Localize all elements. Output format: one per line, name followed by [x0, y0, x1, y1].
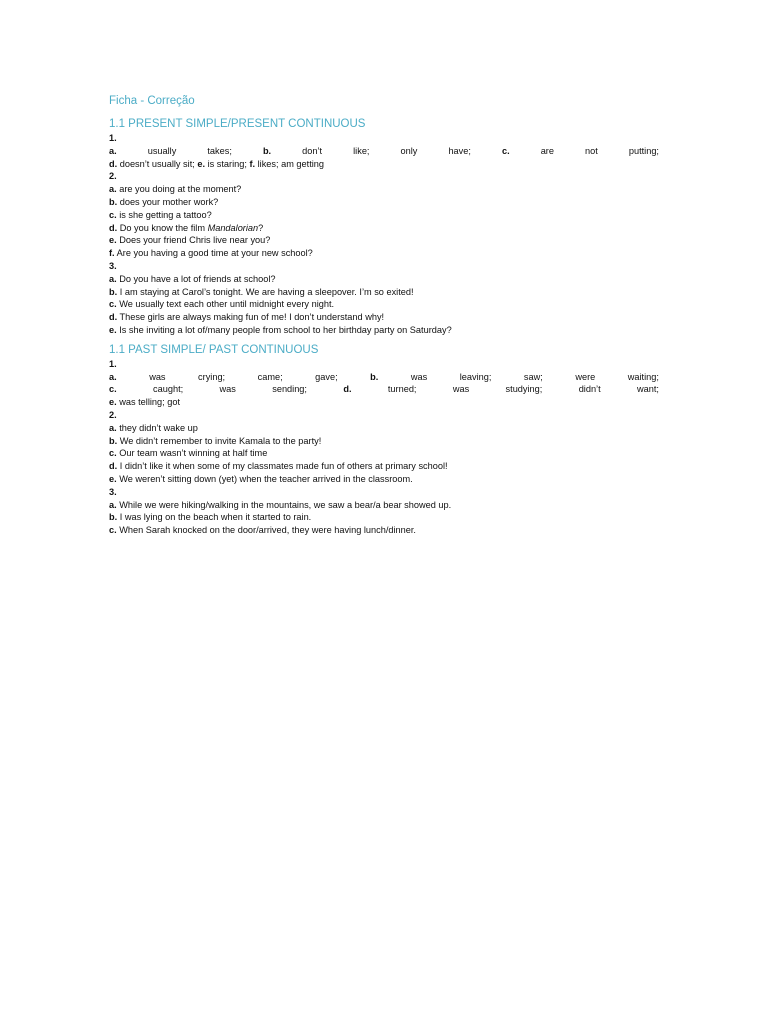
answer-line [109, 473, 659, 486]
answer-line [109, 324, 659, 337]
answer-label: b. [109, 196, 118, 207]
answer-word: only [400, 145, 418, 156]
answer-label: a. [109, 145, 117, 156]
exercise-number: 1. [109, 133, 117, 143]
answer-word: were [575, 371, 596, 382]
answer-label: d. [109, 312, 118, 323]
answer-line-justified [109, 383, 659, 396]
answer-line [109, 524, 659, 537]
answer-text: We usually text each other until midnight every night. [116, 299, 335, 310]
answer-text: doesn’t usually sit; [117, 158, 198, 169]
answer-label: f. [109, 248, 115, 259]
answer-text: I am staying at Carol’s tonight. We are having a sleepover. I’m so exited! [117, 286, 414, 297]
answer-text: does your mother work? [117, 196, 219, 207]
answer-label: c. [109, 384, 117, 395]
exercise-number: 1. [109, 358, 117, 369]
answer-line [109, 460, 659, 473]
exercise-number: 3. [109, 260, 117, 271]
answer-text: We weren’t sitting down (yet) when the teacher arrived in the classroom. [116, 473, 413, 484]
answer-word: have; [448, 145, 471, 156]
answer-label: b. [109, 512, 118, 523]
exercise-number: 3. [109, 486, 117, 497]
answer-text: is she getting a tattoo? [116, 209, 212, 220]
exercise-number: 2. [109, 409, 117, 420]
answer-label: c. [501, 145, 510, 156]
answer-text: Do you know the film [117, 222, 208, 233]
answer-label: e. [109, 324, 117, 335]
answer-word: waiting; [627, 371, 659, 382]
answer-word: was [219, 384, 236, 395]
answer-line [109, 396, 659, 409]
answer-line [109, 435, 659, 448]
answer-label: c. [109, 299, 117, 310]
answer-word: like; [353, 145, 370, 156]
exercise-number: 2. [109, 171, 117, 182]
answer-label: e. [197, 158, 206, 169]
answer-line [109, 511, 659, 524]
answer-line [109, 234, 659, 247]
answer-line [109, 422, 659, 435]
answer-label: d. [109, 158, 118, 169]
answer-line [109, 196, 659, 209]
answer-label: e. [109, 397, 117, 408]
answer-label: b. [262, 145, 272, 156]
answer-word: didn’t [578, 384, 601, 395]
answer-word: came; [257, 371, 283, 382]
answer-word: sending; [272, 384, 307, 395]
answer-label: c. [109, 209, 117, 220]
answer-label: e. [109, 235, 117, 246]
answer-text: We didn’t remember to invite Kamala to the party! [117, 435, 322, 446]
answer-line [109, 247, 659, 260]
answer-label: e. [109, 473, 117, 484]
answer-text: is staring; [205, 158, 250, 169]
answer-word: leaving; [459, 371, 492, 382]
section-heading-present: 1.1 PRESENT SIMPLE/PRESENT CONTINUOUS [109, 118, 366, 130]
answer-label: b. [370, 371, 379, 382]
answer-line [109, 158, 659, 171]
answer-text: was telling; got [116, 397, 180, 408]
answer-text: Are you having a good time at your new school? [114, 248, 313, 259]
answer-line [109, 273, 659, 286]
answer-text: These girls are always making fun of me! I don’t understand why! [117, 312, 385, 323]
answer-line-justified [109, 145, 659, 158]
answer-label: c. [109, 448, 117, 459]
answer-text: When Sarah knocked on the door/arrived, they were having lunch/dinner. [116, 525, 416, 536]
answer-word: gave; [315, 371, 338, 382]
answer-text: While we were hiking/walking in the mountains, we saw a bear/a bear showed up. [116, 499, 452, 510]
answer-text: I was lying on the beach when it started to rain. [117, 512, 312, 523]
answer-text: Is she inviting a lot of/many people from school to her birthday party on Saturday? [116, 324, 452, 335]
answer-text: Our team wasn’t winning at half time [116, 448, 268, 459]
answer-word: was [410, 371, 428, 382]
answer-label: b. [109, 286, 118, 297]
answer-line [109, 183, 659, 196]
answer-label: d. [109, 222, 118, 233]
answer-line [109, 447, 659, 460]
answer-line [109, 222, 659, 235]
answer-word: usually [147, 145, 177, 156]
answer-label: a. [109, 422, 117, 433]
answer-text: ? [258, 222, 264, 233]
section-heading-past: 1.1 PAST SIMPLE/ PAST CONTINUOUS [109, 343, 319, 356]
answer-label: a. [109, 371, 117, 382]
answer-word: saw; [523, 371, 543, 382]
answer-text: they didn’t wake up [116, 422, 198, 433]
answer-line [109, 298, 659, 311]
answer-word: are [540, 145, 554, 156]
answer-text: Does your friend Chris live near you? [116, 235, 271, 246]
answer-label: b. [109, 435, 118, 446]
answer-label: d. [343, 384, 352, 395]
answer-word: putting; [628, 145, 659, 156]
answer-line [109, 209, 659, 222]
answer-word: crying; [198, 371, 226, 382]
answer-label: f. [249, 158, 256, 169]
answer-label: a. [109, 499, 117, 510]
answer-label: a. [109, 273, 117, 284]
answer-line [109, 286, 659, 299]
answer-text: are you doing at the moment? [116, 184, 242, 195]
answer-line [109, 499, 659, 512]
answer-text: likes; am getting [255, 158, 325, 169]
answer-word: want; [637, 384, 659, 395]
film-title: Mandalorian [207, 222, 259, 233]
answer-label: c. [109, 525, 117, 536]
answer-line [109, 311, 659, 324]
answer-line-justified [109, 371, 659, 384]
answer-word: studying; [505, 384, 543, 395]
answer-label: a. [109, 184, 117, 195]
answer-word: don’t [302, 145, 323, 156]
answer-text: Do you have a lot of friends at school? [116, 273, 276, 284]
document-page [109, 94, 659, 537]
answer-word: not [585, 145, 598, 156]
answer-word: takes; [207, 145, 232, 156]
document-title: Ficha - Correção [109, 95, 195, 107]
answer-text: I didn’t like it when some of my classmates made fun of others at primary school! [117, 461, 448, 472]
answer-label: d. [109, 461, 118, 472]
answer-word: caught; [153, 384, 184, 395]
answer-word: was [452, 384, 470, 395]
answer-word: was [149, 371, 166, 382]
answer-word: turned; [387, 384, 417, 395]
